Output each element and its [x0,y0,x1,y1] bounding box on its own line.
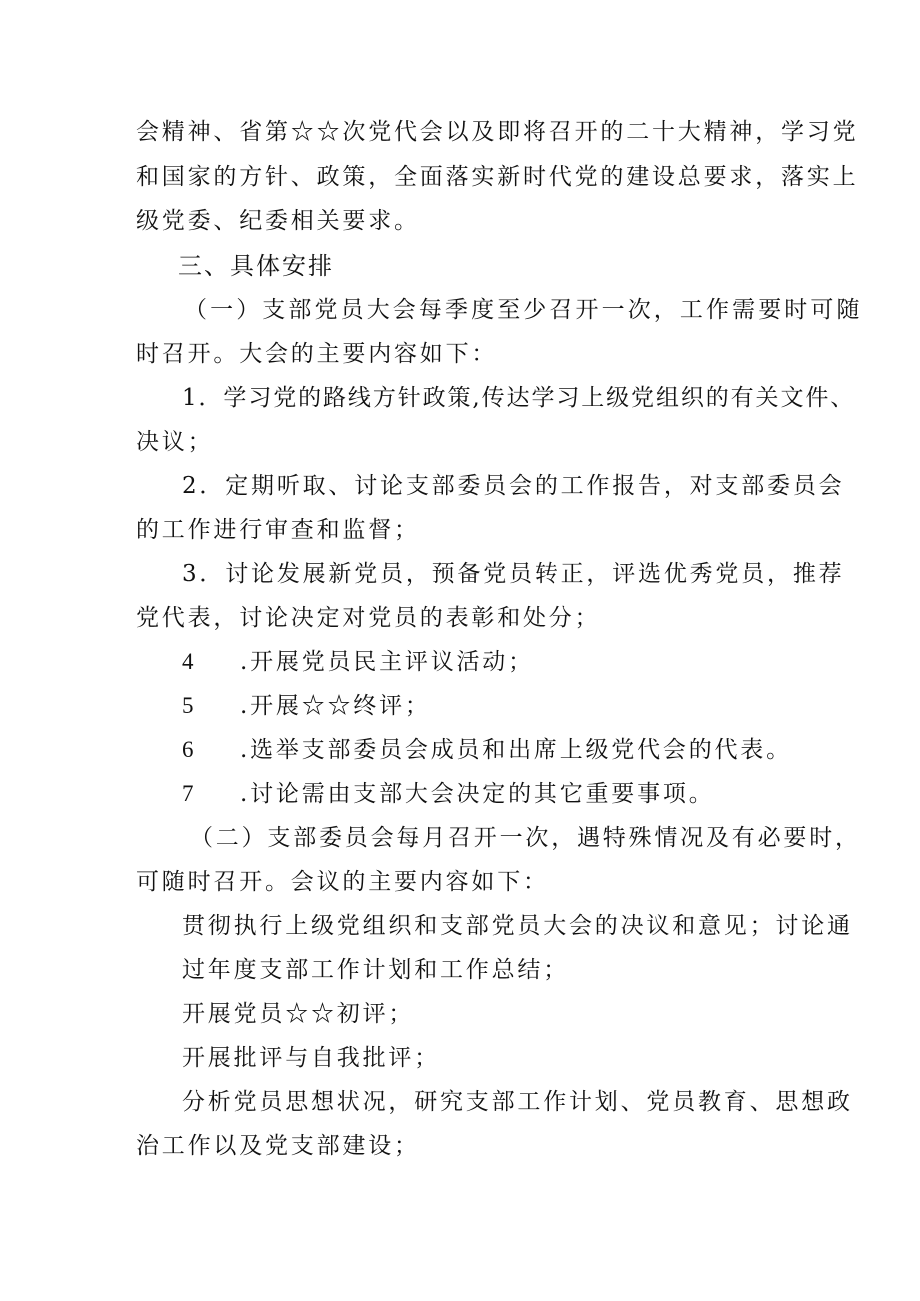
item-number: 5 [182,693,194,718]
text-line: 1．学习党的路线方针政策,传达学习上级党组织的有关文件、 [182,385,856,411]
text-line: 时召开。大会的主要内容如下： [136,341,498,367]
text-line: 和国家的方针、政策，全面落实新时代党的建设总要求，落实上 [136,164,859,190]
text-line: 会精神、省第☆☆次党代会以及即将召开的二十大精神，学习党 [136,119,859,145]
item-number: 4 [182,649,194,674]
item-number: 7 [182,781,194,806]
text-line: 可随时召开。会议的主要内容如下： [136,869,549,895]
text-line: 党代表，讨论决定对党员的表彰和处分； [136,605,601,631]
text-line: 级党委、纪委相关要求。 [136,208,420,234]
text-line: 分析党员思想状况，研究支部工作计划、党员教育、思想政 [182,1089,853,1115]
text-line: 过年度支部工作计划和工作总结； [182,957,569,983]
item-number: 6 [182,737,194,762]
item-text: .选举支部委员会成员和出席上级党代会的代表。 [240,737,792,763]
text-line: 决议； [136,429,214,455]
text-line: 2．定期听取、讨论支部委员会的工作报告，对支部委员会 [182,473,845,499]
item-text: .开展党员民主评议活动； [240,649,534,675]
text-line: 3．讨论发展新党员，预备党员转正，评选优秀党员，推荐 [182,561,845,587]
item-text: .讨论需由支部大会决定的其它重要事项。 [240,781,715,807]
section-heading: 三、具体安排 [178,252,334,280]
text-line: 贯彻执行上级党组织和支部党员大会的决议和意见；讨论通 [182,913,853,939]
item-text: .开展☆☆终评； [240,693,431,719]
text-line: 治工作以及党支部建设； [136,1133,420,1159]
text-line: 开展党员☆☆初评； [182,1001,415,1027]
text-line: （一）支部党员大会每季度至少召开一次，工作需要时可随 [184,297,863,323]
text-line: 开展批评与自我批评； [182,1045,440,1071]
text-line: 的工作进行审查和监督； [136,517,420,543]
text-line: （二）支部委员会每月召开一次，遇特殊情况及有必要时， [190,825,861,851]
